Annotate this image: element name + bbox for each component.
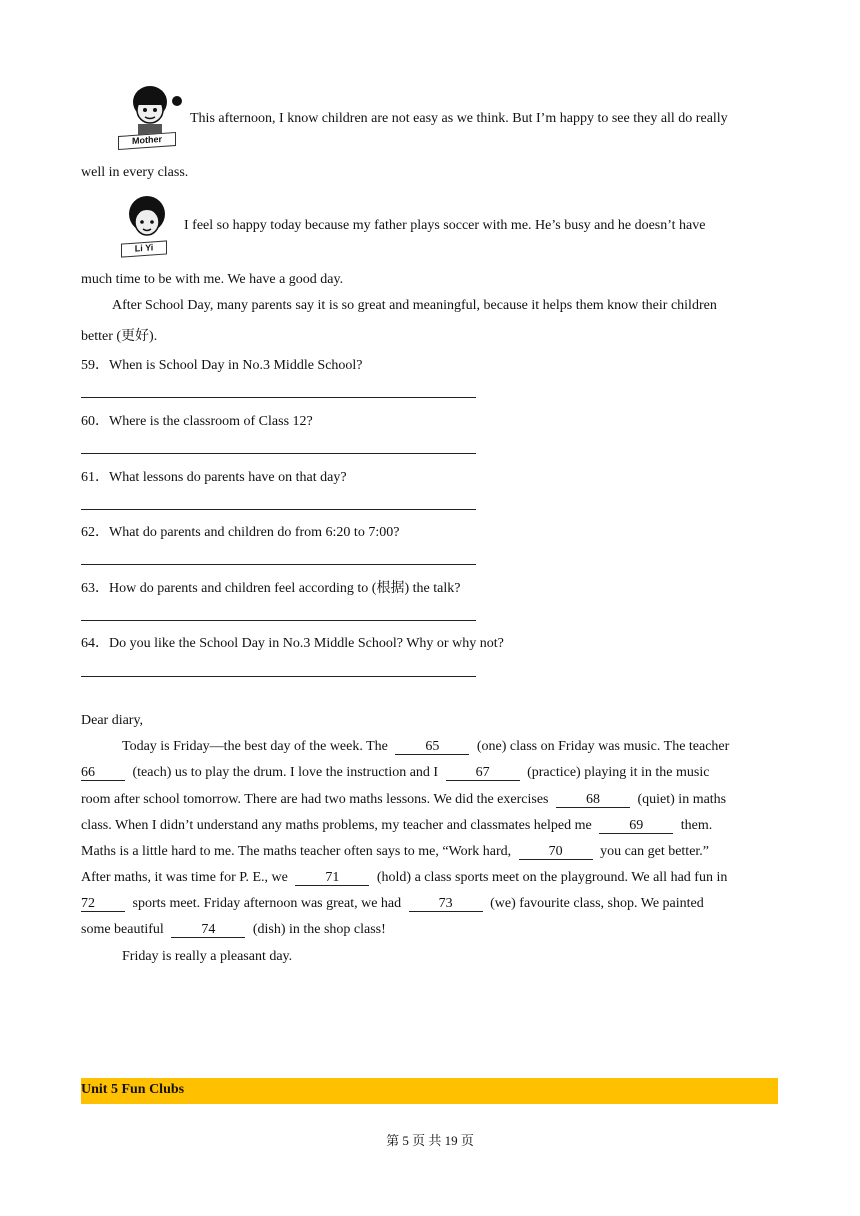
blank-66[interactable]: 66 — [81, 765, 125, 781]
mother-speech-line-2: well in every class. — [81, 165, 189, 180]
liyi-avatar — [113, 192, 185, 260]
blank-65[interactable]: 65 — [395, 739, 469, 755]
blank-71[interactable]: 71 — [295, 870, 369, 886]
mother-speech-line-1: This afternoon, I know children are not easy as we think. But I’m happy to see they all do really — [190, 111, 728, 126]
diary-line-1: Today is Friday—the best day of the week. The 65 (one) class on Friday was music. The teacher — [122, 739, 730, 754]
answer-line-61[interactable] — [81, 509, 476, 510]
diary-greeting: Dear diary, — [81, 713, 144, 728]
page-number-footer: 第 5 页 共 19 页 — [386, 1133, 474, 1148]
question-62: 62．What do parents and children do from 6:20 to 7:00? — [81, 525, 400, 540]
diary-line-3: room after school tomorrow. There are had two maths lessons. We did the exercises 68 (quiet) in maths — [81, 792, 727, 807]
closing-paragraph-line-2: better (更好). — [81, 329, 158, 344]
answer-line-62[interactable] — [81, 564, 476, 565]
diary-closing: Friday is really a pleasant day. — [122, 949, 293, 964]
question-59: 59．When is School Day in No.3 Middle School? — [81, 358, 363, 373]
diary-line-4: class. When I didn’t understand any maths problems, my teacher and classmates helped me 69 them. — [81, 818, 713, 833]
diary-line-6: After maths, it was time for P. E., we 71 (hold) a class sports meet on the playground. We all had fun in — [81, 870, 728, 885]
question-63: 63．How do parents and children feel according to (根据) the talk? — [81, 581, 461, 596]
answer-line-59[interactable] — [81, 397, 476, 398]
mother-avatar — [116, 80, 188, 152]
blank-73[interactable]: 73 — [409, 896, 483, 912]
question-64: 64．Do you like the School Day in No.3 Middle School? Why or why not? — [81, 636, 504, 651]
diary-line-5: Maths is a little hard to me. The maths teacher often says to me, “Work hard, 70 you can get better.” — [81, 844, 710, 859]
blank-67[interactable]: 67 — [446, 765, 520, 781]
liyi-speech-line-1: I feel so happy today because my father plays soccer with me. He’s busy and he doesn’t have — [184, 218, 706, 233]
blank-70[interactable]: 70 — [519, 844, 593, 860]
closing-paragraph-line-1: After School Day, many parents say it is so great and meaningful, because it helps them know their children — [112, 298, 717, 313]
answer-line-64[interactable] — [81, 676, 476, 677]
blank-74[interactable]: 74 — [171, 922, 245, 938]
answer-line-60[interactable] — [81, 453, 476, 454]
diary-line-2: 66 (teach) us to play the drum. I love the instruction and I 67 (practice) playing it in the music — [81, 765, 710, 780]
diary-line-8: some beautiful 74 (dish) in the shop class! — [81, 922, 386, 937]
section-title: Unit 5 Fun Clubs — [81, 1082, 185, 1097]
mother-name-banner: Mother — [118, 132, 176, 150]
diary-line-7: 72 sports meet. Friday afternoon was great, we had 73 (we) favourite class, shop. We painted — [81, 896, 704, 911]
section-header-bar — [81, 1078, 778, 1104]
blank-69[interactable]: 69 — [599, 818, 673, 834]
liyi-name-banner: Li Yi — [121, 240, 167, 257]
answer-line-63[interactable] — [81, 620, 476, 621]
question-60: 60．Where is the classroom of Class 12? — [81, 414, 313, 429]
liyi-speech-line-2: much time to be with me. We have a good day. — [81, 272, 344, 287]
blank-72[interactable]: 72 — [81, 896, 125, 912]
blank-68[interactable]: 68 — [556, 792, 630, 808]
question-61: 61．What lessons do parents have on that day? — [81, 470, 347, 485]
